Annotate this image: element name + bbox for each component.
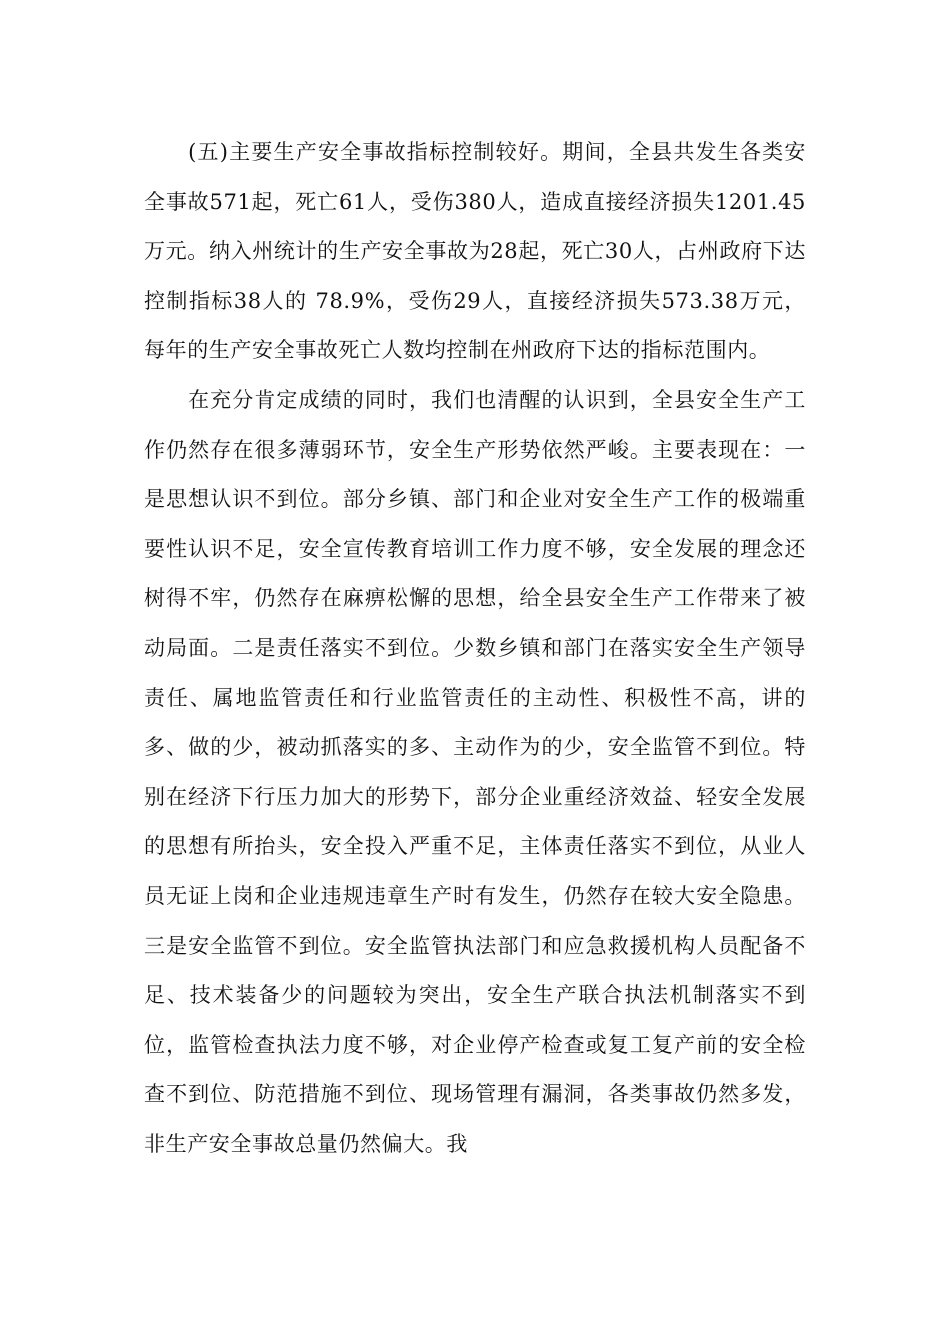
paragraph-accident-indicators: (五)主要生产安全事故指标控制较好。期间，全县共发生各类安全事故571起，死亡61人，受伤380人，造成直接经济损失1201.45万元。纳入州统计的生产安全事故为28起，死亡30人，占州政府下达控制指标38人的 78.9%，受伤29人，直接经济损失573.38万元，每年的生产安全事故死亡人数均控制在州政府下达的指标范围内。 xyxy=(144,140,806,363)
document-body xyxy=(144,128,806,1169)
paragraph-weaknesses: 在充分肯定成绩的同时，我们也清醒的认识到，全县安全生产工作仍然存在很多薄弱环节，安全生产形势依然严峻。主要表现在：一是思想认识不到位。部分乡镇、部门和企业对安全生产工作的极端重要性认识不足，安全宣传教育培训工作力度不够，安全发展的理念还树得不牢，仍然存在麻痹松懈的思想，给全县安全生产工作带来了被动局面。二是责任落实不到位。少数乡镇和部门在落实安全生产领导责任、属地监管责任和行业监管责任的主动性、积极性不高，讲的多、做的少，被动抓落实的多、主动作为的少，安全监管不到位。特别在经济下行压力加大的形势下，部分企业重经济效益、轻安全发展的思想有所抬头，安全投入严重不足，主体责任落实不到位，从业人员无证上岗和企业违规违章生产时有发生，仍然存在较大安全隐患。三是安全监管不到位。安全监管执法部门和应急救援机构人员配备不足、技术装备少的问题较为突出，安全生产联合执法机制落实不到位，监管检查执法力度不够，对企业停产检查或复工复产前的安全检查不到位、防范措施不到位、现场管理有漏洞，各类事故仍然多发，非生产安全事故总量仍然偏大。我 xyxy=(144,387,806,1156)
